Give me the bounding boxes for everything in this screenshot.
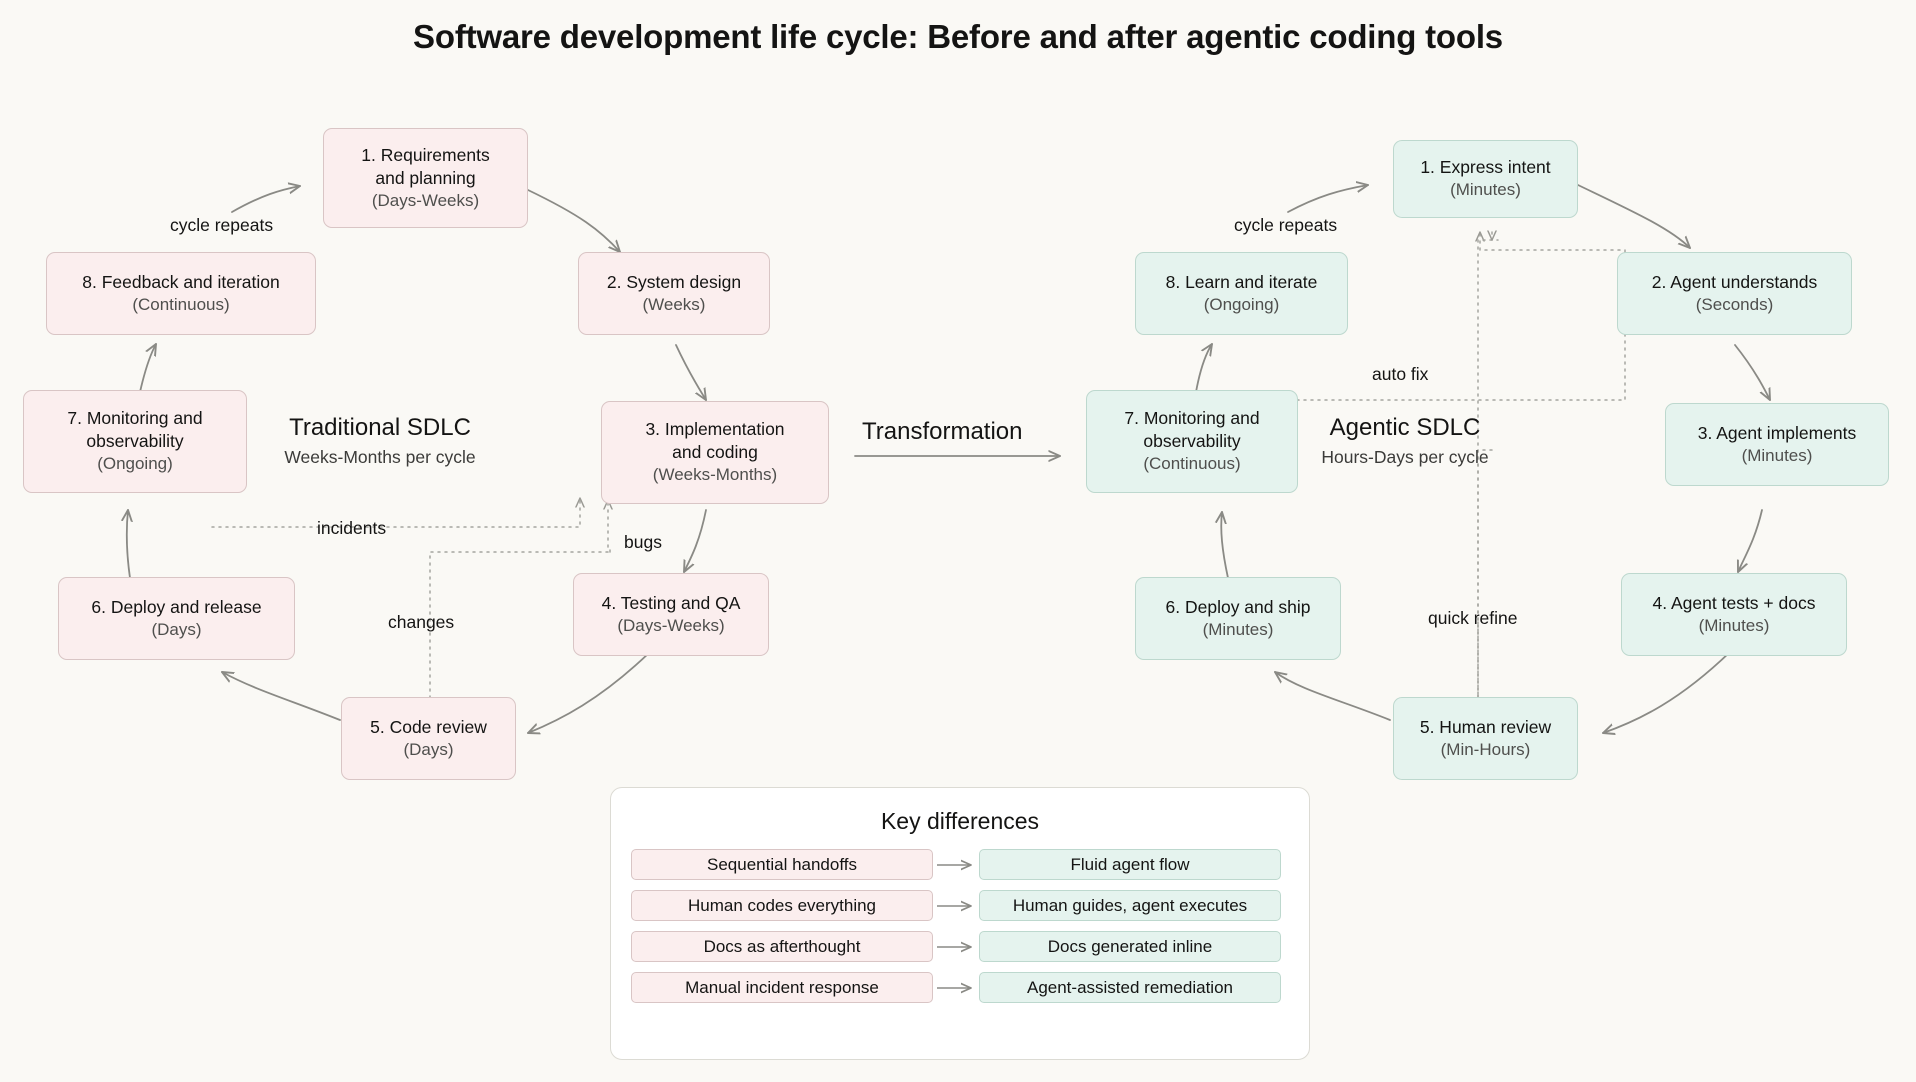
traditional-center-subtitle: Weeks-Months per cycle: [284, 447, 476, 468]
node-title-line2: and planning: [375, 167, 476, 188]
node-title: 8. Feedback and iteration: [82, 271, 280, 292]
legend-before-pill: Docs as afterthought: [631, 931, 933, 962]
legend-row: [631, 849, 1289, 880]
node-title-line2: observability: [86, 431, 184, 452]
node-subtitle: (Days): [151, 619, 202, 639]
node-subtitle: (Weeks): [642, 294, 706, 314]
node-title: 1. Requirements: [361, 144, 490, 165]
agentic-center-title: Agentic SDLC: [1329, 414, 1481, 441]
node-subtitle: (Minutes): [1698, 615, 1770, 635]
key-differences-panel: [610, 787, 1310, 1060]
legend-arrow-icon: [933, 980, 979, 996]
legend-before-pill: Manual incident response: [631, 972, 933, 1003]
traditional-node-7[interactable]: [23, 390, 247, 493]
traditional-incidents-label: incidents: [317, 518, 387, 538]
node-title: 2. System design: [606, 271, 742, 292]
node-subtitle: (Min-Hours): [1440, 739, 1531, 759]
legend-arrow-icon: [933, 939, 979, 955]
node-subtitle: (Minutes): [1202, 619, 1274, 639]
node-title: 5. Code review: [370, 716, 487, 737]
traditional-node-6[interactable]: [58, 577, 295, 660]
agentic-cycle-repeats-label: cycle repeats: [1234, 215, 1338, 235]
node-title-line2: observability: [1143, 431, 1241, 452]
node-subtitle: (Days-Weeks): [371, 190, 480, 210]
agentic-node-5[interactable]: [1393, 697, 1578, 780]
node-subtitle: (Ongoing): [97, 454, 173, 474]
traditional-cycle-repeats-label: cycle repeats: [170, 215, 274, 235]
traditional-center-title: Traditional SDLC: [289, 414, 471, 441]
node-title: 4. Testing and QA: [601, 592, 741, 613]
legend-row: [631, 931, 1289, 962]
transformation-label: Transformation: [862, 418, 1023, 445]
node-title: 2. Agent understands: [1651, 271, 1818, 292]
agentic-node-7[interactable]: [1086, 390, 1298, 493]
node-title: 3. Agent implements: [1697, 422, 1857, 443]
traditional-node-2[interactable]: [578, 252, 770, 335]
traditional-center-label: [250, 412, 510, 471]
legend-arrow-icon: [933, 857, 979, 873]
node-subtitle: (Days): [403, 739, 454, 759]
node-subtitle: (Minutes): [1450, 180, 1521, 200]
node-title: 4. Agent tests + docs: [1652, 592, 1816, 613]
node-title-line2: and coding: [672, 442, 758, 463]
node-subtitle: (Continuous): [1143, 454, 1241, 474]
node-subtitle: (Seconds): [1695, 294, 1774, 314]
legend-after-pill: Docs generated inline: [979, 931, 1281, 962]
node-title: 8. Learn and iterate: [1165, 271, 1318, 292]
legend-row: [631, 890, 1289, 921]
node-title: 7. Monitoring and: [67, 408, 203, 429]
agentic-node-1[interactable]: [1393, 140, 1578, 218]
node-subtitle: (Continuous): [132, 294, 230, 314]
traditional-node-8[interactable]: [46, 252, 316, 335]
node-title: 3. Implementation: [645, 419, 785, 440]
legend-after-pill: Agent-assisted remediation: [979, 972, 1281, 1003]
node-subtitle: (Ongoing): [1203, 294, 1280, 314]
traditional-node-5[interactable]: [341, 697, 516, 780]
traditional-node-3[interactable]: [601, 401, 829, 504]
legend-after-pill: Human guides, agent executes: [979, 890, 1281, 921]
traditional-changes-label: changes: [388, 612, 455, 632]
node-subtitle: (Days-Weeks): [617, 615, 725, 635]
node-title: 6. Deploy and ship: [1165, 596, 1311, 617]
traditional-bugs-label: bugs: [624, 532, 662, 552]
node-title: 7. Monitoring and: [1124, 408, 1260, 429]
node-title: 5. Human review: [1419, 716, 1552, 737]
legend-before-pill: Human codes everything: [631, 890, 933, 921]
agentic-node-2[interactable]: [1617, 252, 1852, 335]
node-subtitle: (Weeks-Months): [652, 465, 778, 485]
traditional-node-4[interactable]: [573, 573, 769, 656]
node-title: 6. Deploy and release: [91, 596, 262, 617]
agentic-quick-refine-label: quick refine: [1428, 608, 1518, 628]
legend-before-pill: Sequential handoffs: [631, 849, 933, 880]
agentic-node-6[interactable]: [1135, 577, 1341, 660]
legend-arrow-icon: [933, 898, 979, 914]
traditional-node-1[interactable]: [323, 128, 528, 228]
page-title: Software development life cycle: Before and after agentic coding tools: [413, 18, 1503, 55]
agentic-center-label: [1275, 412, 1535, 471]
node-subtitle: (Minutes): [1741, 445, 1813, 465]
legend-row: [631, 972, 1289, 1003]
agentic-center-subtitle: Hours-Days per cycle: [1321, 447, 1489, 468]
legend-after-pill: Fluid agent flow: [979, 849, 1281, 880]
agentic-node-3[interactable]: [1665, 403, 1889, 486]
agentic-auto-fix-label: auto fix: [1372, 364, 1429, 384]
node-title: 1. Express intent: [1420, 157, 1551, 178]
agentic-node-8[interactable]: [1135, 252, 1348, 335]
agentic-node-4[interactable]: [1621, 573, 1847, 656]
legend-heading: Key differences: [880, 808, 1040, 834]
